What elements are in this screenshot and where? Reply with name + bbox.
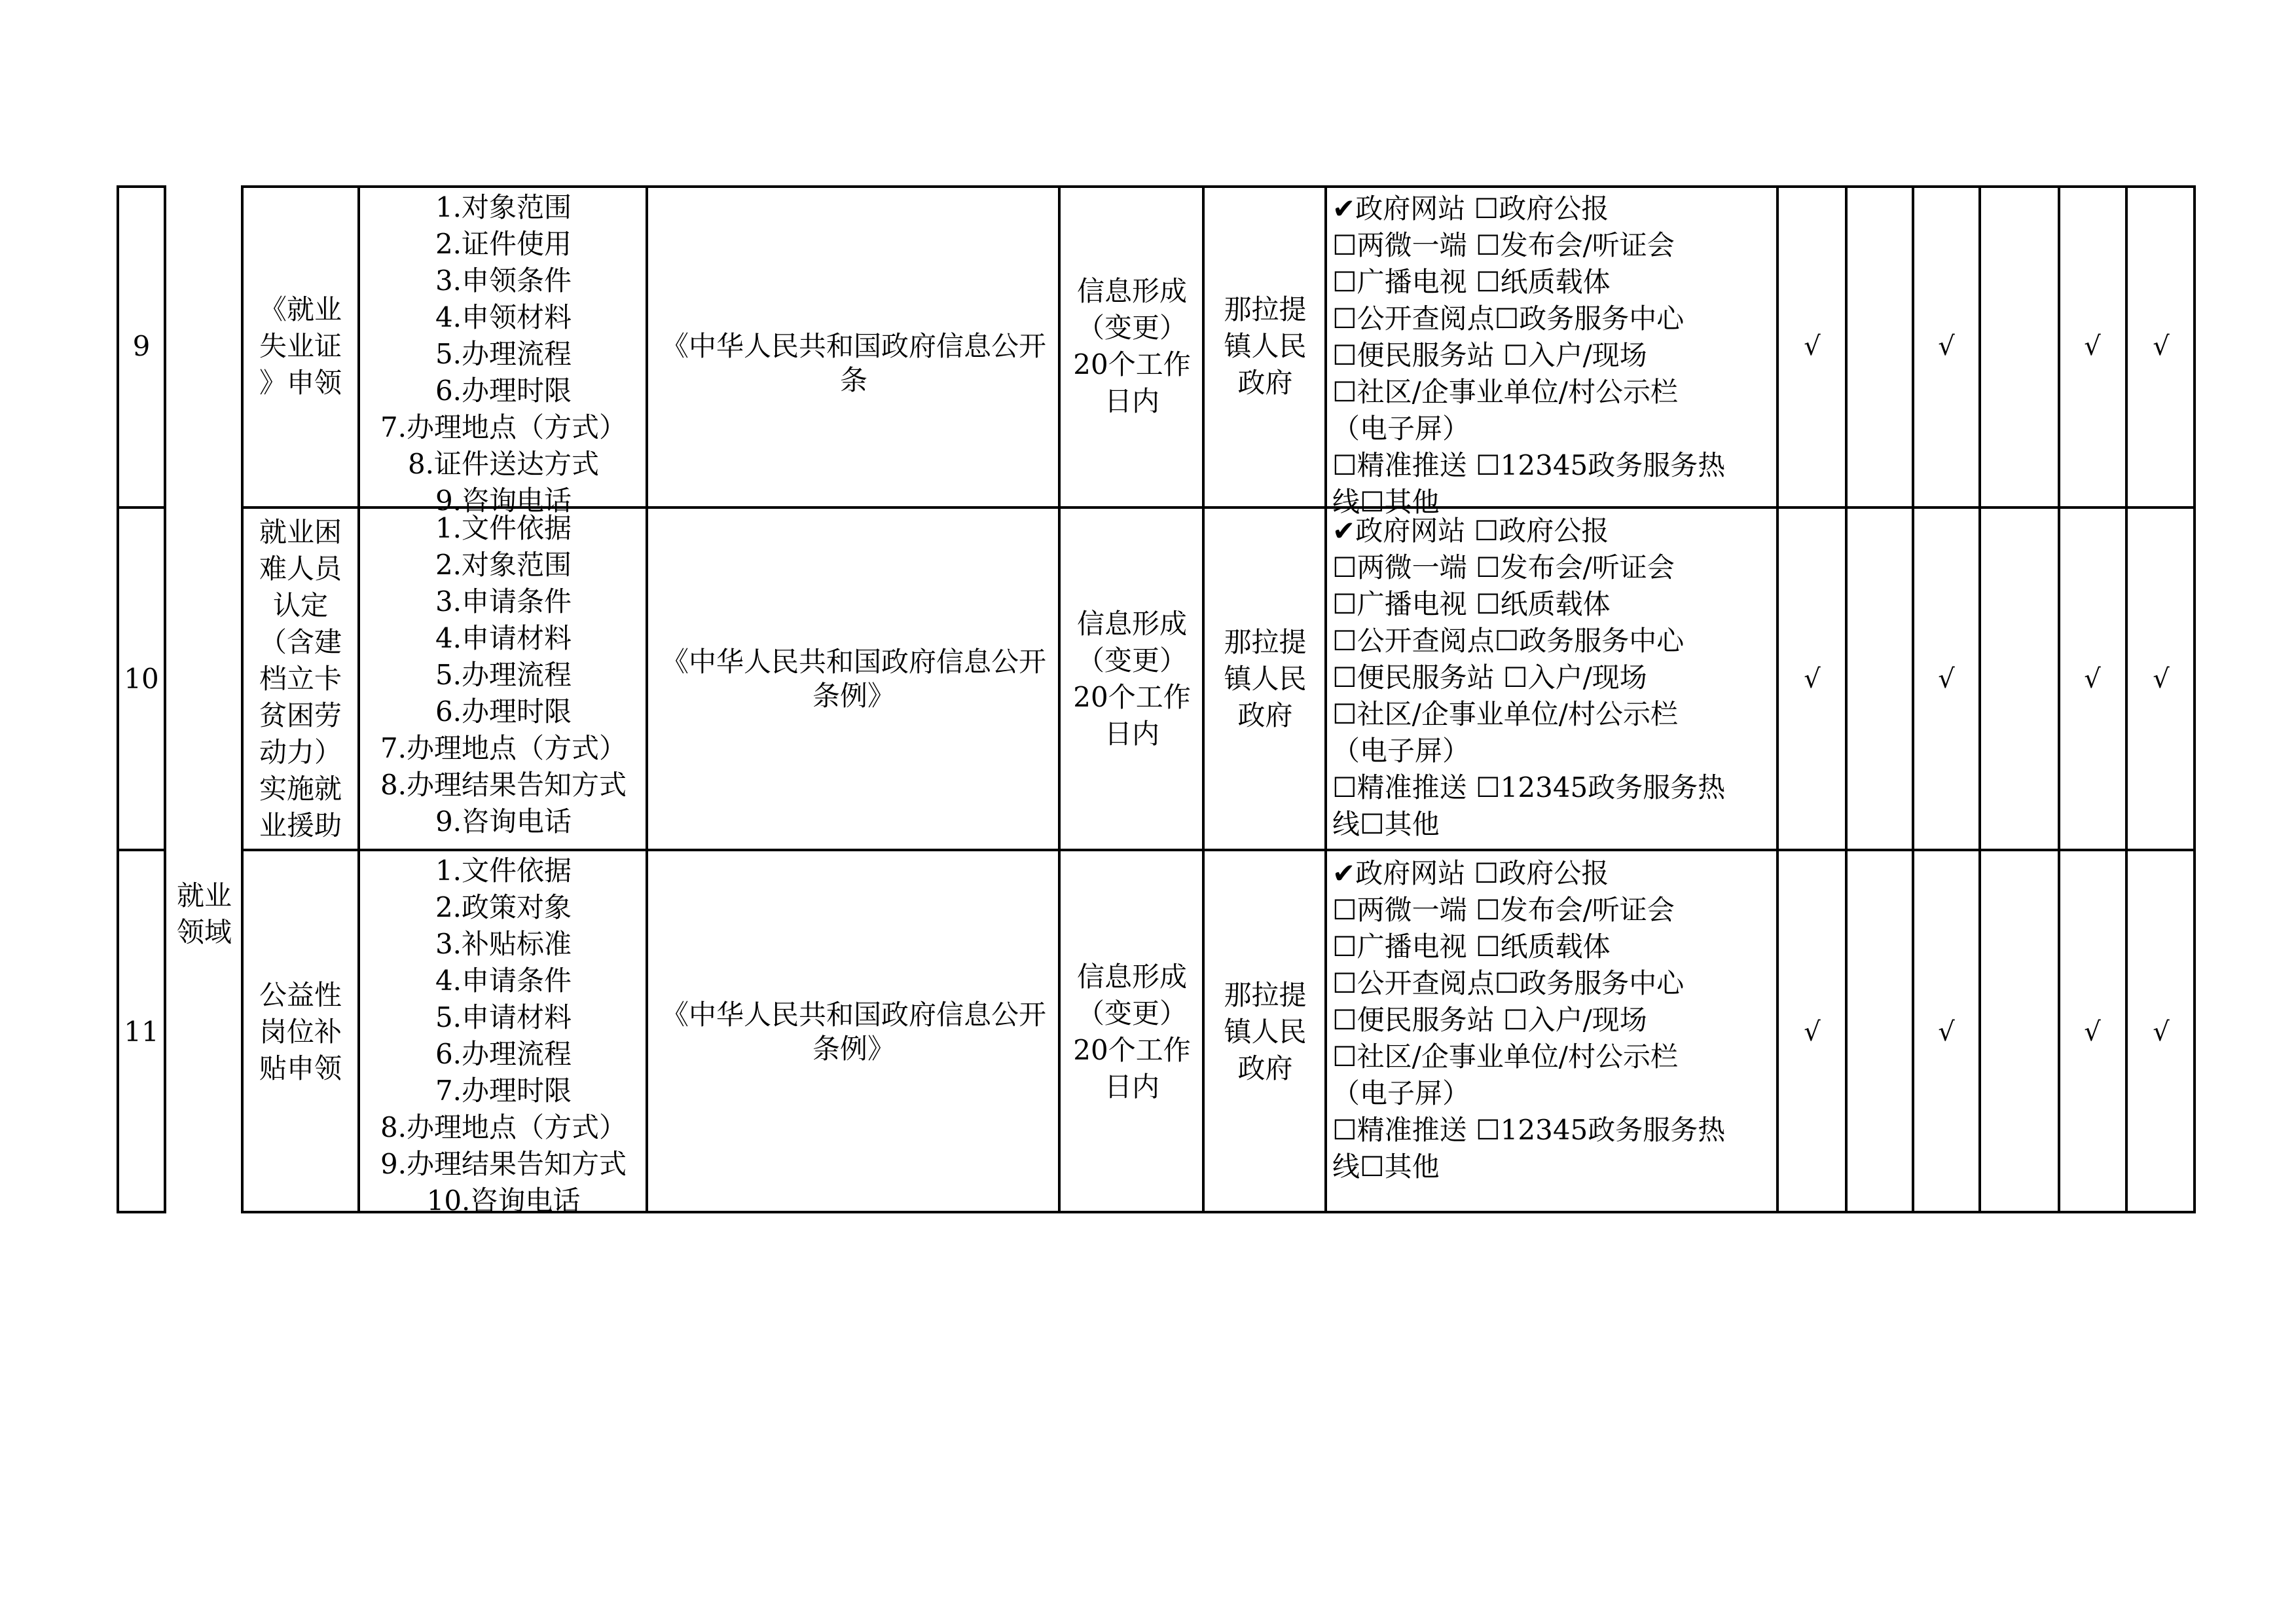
disclosure-content-line: 8.证件送达方式 <box>407 448 600 480</box>
disclosure-channel-line: ☐公开查阅点☐政务服务中心 <box>1332 303 1685 335</box>
time-limit-line: 20个工作 <box>1073 680 1191 713</box>
disclosure-channel-line: 线☐其他 <box>1332 486 1440 518</box>
item-name-line: 贴申领 <box>259 1052 342 1084</box>
check-mark: √ <box>2153 331 2170 361</box>
item-name-line: 难人员 <box>259 552 342 585</box>
disclosure-content-line: 1.文件依据 <box>435 855 572 887</box>
disclosure-content-line: 4.申领材料 <box>435 301 572 333</box>
item-name <box>244 977 357 1087</box>
disclosure-channel-line: ✔政府网站 ☐政府公报 <box>1332 515 1609 547</box>
disclosure-content <box>361 189 646 519</box>
disclosure-content <box>361 510 646 840</box>
item-name-line: 档立卡 <box>259 662 342 695</box>
disclosure-subject <box>1206 977 1324 1087</box>
disclosure-channel-line: ☐广播电视 ☐纸质载体 <box>1332 931 1611 963</box>
item-name-line: 失业证 <box>259 330 342 362</box>
column-divider <box>1202 185 1205 1213</box>
disclosure-basis-line: 《中华人民共和国政府信息公开 <box>661 645 1046 678</box>
time-limit <box>1062 273 1202 420</box>
disclosure-content-line: 4.申请条件 <box>435 965 572 997</box>
disclosure-channel-line: ☐广播电视 ☐纸质载体 <box>1332 588 1611 620</box>
disclosure-content-line: 4.申请材料 <box>435 622 572 654</box>
disclosure-channel-line: ☐精准推送 ☐12345政务服务热 <box>1332 449 1726 481</box>
item-name-line: （含建 <box>259 625 342 658</box>
column-divider <box>1912 185 1914 1213</box>
row-divider <box>117 506 166 509</box>
time-limit-line: 日内 <box>1104 1070 1159 1103</box>
disclosure-content-line: 1.文件依据 <box>435 512 572 544</box>
disclosure-content-line: 5.办理流程 <box>435 338 572 370</box>
check-mark: √ <box>1938 331 1955 361</box>
row-number: 11 <box>124 1015 159 1048</box>
disclosure-basis-line: 《中华人民共和国政府信息公开条 <box>661 330 1046 396</box>
check-mark: √ <box>2084 663 2101 694</box>
time-limit-line: 日内 <box>1104 717 1159 750</box>
disclosure-channel-line: ☐社区/企事业单位/村公示栏 <box>1332 1041 1678 1073</box>
disclosure-channel-line: ☐便民服务站 ☐入户/现场 <box>1332 339 1647 371</box>
column-divider <box>1978 185 1981 1213</box>
disclosure-subject-line: 镇人民 <box>1224 662 1307 695</box>
column-divider <box>646 185 648 1213</box>
disclosure-basis-line: 条例》 <box>812 679 895 712</box>
disclosure-channel-line: ☐公开查阅点☐政务服务中心 <box>1332 967 1685 999</box>
disclosure-channel-line: ☐精准推送 ☐12345政务服务热 <box>1332 1114 1726 1146</box>
disclosure-channels <box>1332 513 1775 843</box>
disclosure-channel-line: ✔政府网站 ☐政府公报 <box>1332 857 1609 889</box>
disclosure-channel-line: （电子屏） <box>1332 1077 1470 1109</box>
check-mark: √ <box>2084 1016 2101 1047</box>
disclosure-content-line: 7.办理地点（方式） <box>380 732 627 764</box>
disclosure-channel-line: ☐社区/企事业单位/村公示栏 <box>1332 698 1678 730</box>
disclosure-channel-line: 线☐其他 <box>1332 1151 1440 1183</box>
disclosure-subject-line: 镇人民 <box>1224 330 1307 362</box>
disclosure-channel-line: ☐精准推送 ☐12345政务服务热 <box>1332 771 1726 803</box>
row-divider <box>241 849 2196 851</box>
item-name <box>244 291 357 401</box>
column-divider <box>1845 185 1848 1213</box>
item-name-line: 贫困劳 <box>259 699 342 731</box>
disclosure-subject-line: 政府 <box>1237 699 1293 731</box>
time-limit-line: （变更） <box>1076 312 1187 344</box>
disclosure-content-line: 5.申请材料 <box>435 1001 572 1033</box>
time-limit-line: 20个工作 <box>1073 348 1191 380</box>
disclosure-channel-line: （电子屏） <box>1332 413 1470 445</box>
item-name-line: 》申领 <box>259 367 342 399</box>
time-limit-line: 日内 <box>1104 385 1159 417</box>
disclosure-channels <box>1332 191 1775 521</box>
time-limit-line: 20个工作 <box>1073 1033 1191 1066</box>
domain-group-label: 就业 领域 <box>176 879 232 948</box>
check-mark: √ <box>1938 663 1955 694</box>
check-mark: √ <box>1804 663 1821 694</box>
disclosure-basis <box>649 998 1058 1066</box>
disclosure-content-line: 9.办理结果告知方式 <box>380 1148 627 1180</box>
column-divider <box>357 185 360 1213</box>
disclosure-channel-line: 线☐其他 <box>1332 808 1440 840</box>
item-name-line: 就业困 <box>259 515 342 548</box>
time-limit-line: （变更） <box>1076 644 1187 676</box>
item-name-line: 岗位补 <box>259 1015 342 1048</box>
item-name-line: 动力） <box>259 735 342 768</box>
check-mark: √ <box>2153 663 2170 694</box>
column-divider <box>1776 185 1779 1213</box>
column-divider <box>2125 185 2128 1213</box>
disclosure-basis-line: 《中华人民共和国政府信息公开 <box>661 998 1046 1031</box>
time-limit-line: 信息形成 <box>1076 275 1187 307</box>
disclosure-channel-line: ✔政府网站 ☐政府公报 <box>1332 193 1609 225</box>
disclosure-content-line: 7.办理地点（方式） <box>380 411 627 443</box>
disclosure-subject <box>1206 291 1324 401</box>
disclosure-subject-line: 政府 <box>1237 367 1293 399</box>
disclosure-content-line: 6.办理时限 <box>435 375 572 407</box>
disclosure-content-line: 9.咨询电话 <box>435 485 572 517</box>
column-divider <box>2058 185 2060 1213</box>
disclosure-subject-line: 政府 <box>1237 1052 1293 1084</box>
time-limit <box>1062 606 1202 752</box>
disclosure-channel-line: ☐两微一端 ☐发布会/听证会 <box>1332 229 1675 261</box>
item-name-line: 实施就 <box>259 772 342 805</box>
disclosure-channels <box>1332 855 1775 1185</box>
disclosure-content-line: 2.对象范围 <box>435 549 572 581</box>
item-name-line: 公益性 <box>259 978 342 1011</box>
time-limit <box>1062 959 1202 1105</box>
time-limit-line: （变更） <box>1076 997 1187 1029</box>
disclosure-subject-line: 镇人民 <box>1224 1015 1307 1048</box>
disclosure-subject-line: 那拉提 <box>1224 978 1307 1011</box>
check-mark: √ <box>2153 1016 2170 1047</box>
disclosure-content-line: 8.办理结果告知方式 <box>380 769 627 801</box>
disclosure-basis <box>649 645 1058 713</box>
check-mark: √ <box>1938 1016 1955 1047</box>
disclosure-channel-line: ☐公开查阅点☐政务服务中心 <box>1332 625 1685 657</box>
disclosure-content <box>361 853 646 1219</box>
disclosure-channel-line: （电子屏） <box>1332 735 1470 767</box>
disclosure-content-line: 6.办理流程 <box>435 1038 572 1070</box>
disclosure-content-line: 3.申领条件 <box>435 265 572 297</box>
disclosure-subject <box>1206 624 1324 734</box>
disclosure-basis <box>649 329 1058 396</box>
disclosure-content-line: 7.办理时限 <box>435 1075 572 1107</box>
disclosure-content-line: 9.咨询电话 <box>435 805 572 838</box>
item-name <box>244 514 357 844</box>
disclosure-basis-line: 条例》 <box>812 1032 895 1065</box>
item-name-line: 业援助 <box>259 809 342 841</box>
row-divider <box>117 849 166 851</box>
disclosure-channel-line: ☐两微一端 ☐发布会/听证会 <box>1332 894 1675 926</box>
disclosure-content-line: 3.申请条件 <box>435 585 572 618</box>
disclosure-content-line: 2.政策对象 <box>435 891 572 923</box>
disclosure-channel-line: ☐两微一端 ☐发布会/听证会 <box>1332 551 1675 583</box>
disclosure-content-line: 6.办理时限 <box>435 695 572 728</box>
disclosure-channel-line: ☐便民服务站 ☐入户/现场 <box>1332 1004 1647 1036</box>
disclosure-subject-line: 那拉提 <box>1224 625 1307 658</box>
column-divider <box>1324 185 1327 1213</box>
check-mark: √ <box>1804 1016 1821 1047</box>
disclosure-content-line: 3.补贴标准 <box>435 928 572 960</box>
item-name-line: 《就业 <box>259 293 342 325</box>
row-number: 10 <box>124 662 159 695</box>
check-mark: √ <box>1804 331 1821 361</box>
row-number: 9 <box>132 330 151 362</box>
column-divider <box>1058 185 1061 1213</box>
disclosure-channel-line: ☐便民服务站 ☐入户/现场 <box>1332 661 1647 693</box>
disclosure-channel-line: ☐广播电视 ☐纸质载体 <box>1332 266 1611 298</box>
disclosure-subject-line: 那拉提 <box>1224 293 1307 325</box>
disclosure-content-line: 8.办理地点（方式） <box>380 1111 627 1143</box>
time-limit-line: 信息形成 <box>1076 960 1187 993</box>
disclosure-content-line: 2.证件使用 <box>435 228 572 260</box>
item-name-line: 认定 <box>272 589 328 621</box>
disclosure-content-line: 10.咨询电话 <box>426 1185 581 1217</box>
disclosure-content-line: 1.对象范围 <box>435 191 572 223</box>
time-limit-line: 信息形成 <box>1076 607 1187 640</box>
disclosure-content-line: 5.办理流程 <box>435 659 572 691</box>
check-mark: √ <box>2084 331 2101 361</box>
disclosure-channel-line: ☐社区/企事业单位/村公示栏 <box>1332 376 1678 408</box>
